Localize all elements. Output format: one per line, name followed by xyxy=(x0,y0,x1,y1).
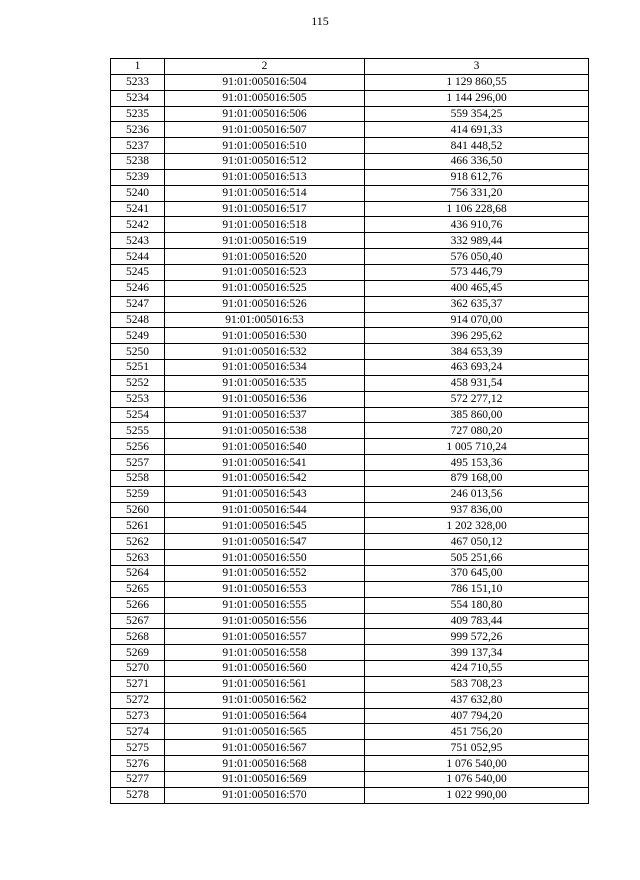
row-number-cell: 5268 xyxy=(111,629,165,645)
cadastral-value-cell: 583 708,23 xyxy=(365,676,589,692)
row-number-cell: 5274 xyxy=(111,724,165,740)
row-number-cell: 5272 xyxy=(111,692,165,708)
cadastral-value-cell: 463 693,24 xyxy=(365,360,589,376)
cadastral-number-cell: 91:01:005016:556 xyxy=(165,613,365,629)
table-body xyxy=(111,74,589,803)
cadastral-number-cell: 91:01:005016:536 xyxy=(165,391,365,407)
cadastral-number-cell: 91:01:005016:514 xyxy=(165,185,365,201)
cadastral-value-cell: 385 860,00 xyxy=(365,407,589,423)
table-row xyxy=(111,566,589,582)
column-header-2: 2 xyxy=(165,59,365,75)
cadastral-value-cell: 451 756,20 xyxy=(365,724,589,740)
row-number-cell: 5245 xyxy=(111,264,165,280)
table-row xyxy=(111,645,589,661)
table-row xyxy=(111,280,589,296)
table-row xyxy=(111,169,589,185)
cadastral-number-cell: 91:01:005016:535 xyxy=(165,375,365,391)
cadastral-value-cell: 458 931,54 xyxy=(365,375,589,391)
table-row xyxy=(111,312,589,328)
cadastral-number-cell: 91:01:005016:557 xyxy=(165,629,365,645)
cadastral-number-cell: 91:01:005016:523 xyxy=(165,264,365,280)
row-number-cell: 5247 xyxy=(111,296,165,312)
table-row xyxy=(111,106,589,122)
cadastral-value-cell: 396 295,62 xyxy=(365,328,589,344)
row-number-cell: 5251 xyxy=(111,360,165,376)
cadastral-value-cell: 409 783,44 xyxy=(365,613,589,629)
cadastral-value-cell: 384 653,39 xyxy=(365,344,589,360)
cadastral-value-cell: 1 076 540,00 xyxy=(365,756,589,772)
table-row xyxy=(111,518,589,534)
cadastral-value-cell: 559 354,25 xyxy=(365,106,589,122)
row-number-cell: 5243 xyxy=(111,233,165,249)
row-number-cell: 5277 xyxy=(111,771,165,787)
cadastral-value-cell: 1 005 710,24 xyxy=(365,439,589,455)
cadastral-number-cell: 91:01:005016:565 xyxy=(165,724,365,740)
table-row xyxy=(111,138,589,154)
row-number-cell: 5259 xyxy=(111,486,165,502)
cadastral-number-cell: 91:01:005016:558 xyxy=(165,645,365,661)
row-number-cell: 5241 xyxy=(111,201,165,217)
row-number-cell: 5234 xyxy=(111,90,165,106)
cadastral-number-cell: 91:01:005016:53 xyxy=(165,312,365,328)
cadastral-number-cell: 91:01:005016:564 xyxy=(165,708,365,724)
row-number-cell: 5254 xyxy=(111,407,165,423)
row-number-cell: 5238 xyxy=(111,154,165,170)
cadastral-number-cell: 91:01:005016:555 xyxy=(165,597,365,613)
table-row xyxy=(111,676,589,692)
table-row xyxy=(111,391,589,407)
row-number-cell: 5236 xyxy=(111,122,165,138)
cadastral-value-cell: 370 645,00 xyxy=(365,566,589,582)
cadastral-value-cell: 573 446,79 xyxy=(365,264,589,280)
row-number-cell: 5246 xyxy=(111,280,165,296)
cadastral-number-cell: 91:01:005016:525 xyxy=(165,280,365,296)
cadastral-number-cell: 91:01:005016:561 xyxy=(165,676,365,692)
row-number-cell: 5261 xyxy=(111,518,165,534)
cadastral-number-cell: 91:01:005016:538 xyxy=(165,423,365,439)
row-number-cell: 5249 xyxy=(111,328,165,344)
table-row xyxy=(111,550,589,566)
cadastral-value-cell: 1 129 860,55 xyxy=(365,74,589,90)
cadastral-number-cell: 91:01:005016:532 xyxy=(165,344,365,360)
cadastral-number-cell: 91:01:005016:562 xyxy=(165,692,365,708)
row-number-cell: 5275 xyxy=(111,740,165,756)
cadastral-value-cell: 332 989,44 xyxy=(365,233,589,249)
cadastral-number-cell: 91:01:005016:513 xyxy=(165,169,365,185)
row-number-cell: 5233 xyxy=(111,74,165,90)
row-number-cell: 5270 xyxy=(111,661,165,677)
cadastral-value-cell: 362 635,37 xyxy=(365,296,589,312)
cadastral-number-cell: 91:01:005016:542 xyxy=(165,470,365,486)
row-number-cell: 5248 xyxy=(111,312,165,328)
cadastral-value-cell: 879 168,00 xyxy=(365,470,589,486)
row-number-cell: 5256 xyxy=(111,439,165,455)
row-number-cell: 5267 xyxy=(111,613,165,629)
cadastral-value-cell: 727 080,20 xyxy=(365,423,589,439)
cadastral-value-cell: 786 151,10 xyxy=(365,581,589,597)
table-row xyxy=(111,296,589,312)
cadastral-value-cell: 554 180,80 xyxy=(365,597,589,613)
table-row xyxy=(111,740,589,756)
row-number-cell: 5273 xyxy=(111,708,165,724)
table-row xyxy=(111,154,589,170)
cadastral-number-cell: 91:01:005016:570 xyxy=(165,787,365,803)
table-row xyxy=(111,90,589,106)
cadastral-number-cell: 91:01:005016:507 xyxy=(165,122,365,138)
row-number-cell: 5239 xyxy=(111,169,165,185)
table-row xyxy=(111,692,589,708)
row-number-cell: 5242 xyxy=(111,217,165,233)
cadastral-value-cell: 436 910,76 xyxy=(365,217,589,233)
cadastral-value-cell: 414 691,33 xyxy=(365,122,589,138)
cadastral-value-cell: 495 153,36 xyxy=(365,455,589,471)
table-row xyxy=(111,249,589,265)
cadastral-number-cell: 91:01:005016:567 xyxy=(165,740,365,756)
table-row xyxy=(111,264,589,280)
cadastral-value-cell: 751 052,95 xyxy=(365,740,589,756)
row-number-cell: 5276 xyxy=(111,756,165,772)
cadastral-value-cell: 999 572,26 xyxy=(365,629,589,645)
table-row xyxy=(111,185,589,201)
row-number-cell: 5240 xyxy=(111,185,165,201)
row-number-cell: 5263 xyxy=(111,550,165,566)
table-row xyxy=(111,470,589,486)
cadastral-value-cell: 246 013,56 xyxy=(365,486,589,502)
row-number-cell: 5252 xyxy=(111,375,165,391)
cadastral-value-cell: 1 144 296,00 xyxy=(365,90,589,106)
row-number-cell: 5262 xyxy=(111,534,165,550)
table-row xyxy=(111,122,589,138)
cadastral-number-cell: 91:01:005016:506 xyxy=(165,106,365,122)
cadastral-number-cell: 91:01:005016:520 xyxy=(165,249,365,265)
table-row xyxy=(111,439,589,455)
cadastral-number-cell: 91:01:005016:537 xyxy=(165,407,365,423)
table-row xyxy=(111,233,589,249)
cadastral-number-cell: 91:01:005016:530 xyxy=(165,328,365,344)
row-number-cell: 5266 xyxy=(111,597,165,613)
table-row xyxy=(111,502,589,518)
cadastral-number-cell: 91:01:005016:534 xyxy=(165,360,365,376)
cadastral-value-cell: 424 710,55 xyxy=(365,661,589,677)
cadastral-value-cell: 400 465,45 xyxy=(365,280,589,296)
cadastral-number-cell: 91:01:005016:518 xyxy=(165,217,365,233)
cadastral-value-cell: 937 836,00 xyxy=(365,502,589,518)
cadastral-value-cell: 399 137,34 xyxy=(365,645,589,661)
column-header-1: 1 xyxy=(111,59,165,75)
cadastral-value-cell: 1 202 328,00 xyxy=(365,518,589,534)
table-row xyxy=(111,771,589,787)
cadastral-number-cell: 91:01:005016:547 xyxy=(165,534,365,550)
row-number-cell: 5260 xyxy=(111,502,165,518)
cadastral-value-cell: 1 076 540,00 xyxy=(365,771,589,787)
table-row xyxy=(111,581,589,597)
cadastral-value-cell: 466 336,50 xyxy=(365,154,589,170)
cadastral-number-cell: 91:01:005016:560 xyxy=(165,661,365,677)
cadastral-value-cell: 918 612,76 xyxy=(365,169,589,185)
table-row xyxy=(111,613,589,629)
cadastral-value-cell: 1 106 228,68 xyxy=(365,201,589,217)
cadastral-number-cell: 91:01:005016:545 xyxy=(165,518,365,534)
cadastral-value-cell: 437 632,80 xyxy=(365,692,589,708)
row-number-cell: 5257 xyxy=(111,455,165,471)
table-row xyxy=(111,74,589,90)
cadastral-value-cell: 1 022 990,00 xyxy=(365,787,589,803)
cadastral-number-cell: 91:01:005016:543 xyxy=(165,486,365,502)
row-number-cell: 5235 xyxy=(111,106,165,122)
table-row xyxy=(111,486,589,502)
table-row xyxy=(111,724,589,740)
cadastral-number-cell: 91:01:005016:504 xyxy=(165,74,365,90)
cadastral-value-cell: 756 331,20 xyxy=(365,185,589,201)
cadastral-number-cell: 91:01:005016:512 xyxy=(165,154,365,170)
table-row xyxy=(111,787,589,803)
row-number-cell: 5264 xyxy=(111,566,165,582)
table-row xyxy=(111,661,589,677)
page-number: 115 xyxy=(311,14,329,28)
cadastral-number-cell: 91:01:005016:540 xyxy=(165,439,365,455)
table-row xyxy=(111,534,589,550)
cadastral-number-cell: 91:01:005016:544 xyxy=(165,502,365,518)
cadastral-number-cell: 91:01:005016:550 xyxy=(165,550,365,566)
cadastral-value-cell: 572 277,12 xyxy=(365,391,589,407)
cadastral-number-cell: 91:01:005016:526 xyxy=(165,296,365,312)
cadastral-number-cell: 91:01:005016:569 xyxy=(165,771,365,787)
table-row xyxy=(111,455,589,471)
column-header-3: 3 xyxy=(365,59,589,75)
row-number-cell: 5255 xyxy=(111,423,165,439)
table-row xyxy=(111,328,589,344)
table-header-row xyxy=(111,59,589,75)
cadastral-value-cell: 467 050,12 xyxy=(365,534,589,550)
cadastral-value-cell: 576 050,40 xyxy=(365,249,589,265)
table-row xyxy=(111,201,589,217)
row-number-cell: 5271 xyxy=(111,676,165,692)
row-number-cell: 5244 xyxy=(111,249,165,265)
row-number-cell: 5250 xyxy=(111,344,165,360)
table-row xyxy=(111,407,589,423)
row-number-cell: 5253 xyxy=(111,391,165,407)
table-row xyxy=(111,360,589,376)
table-row xyxy=(111,217,589,233)
table-row xyxy=(111,344,589,360)
table-row xyxy=(111,375,589,391)
cadastral-number-cell: 91:01:005016:519 xyxy=(165,233,365,249)
cadastral-value-cell: 505 251,66 xyxy=(365,550,589,566)
cadastral-number-cell: 91:01:005016:517 xyxy=(165,201,365,217)
row-number-cell: 5237 xyxy=(111,138,165,154)
cadastral-number-cell: 91:01:005016:510 xyxy=(165,138,365,154)
cadastral-value-table xyxy=(110,58,589,804)
cadastral-value-cell: 407 794,20 xyxy=(365,708,589,724)
table-row xyxy=(111,423,589,439)
cadastral-number-cell: 91:01:005016:553 xyxy=(165,581,365,597)
cadastral-number-cell: 91:01:005016:568 xyxy=(165,756,365,772)
cadastral-value-cell: 914 070,00 xyxy=(365,312,589,328)
cadastral-value-cell: 841 448,52 xyxy=(365,138,589,154)
row-number-cell: 5278 xyxy=(111,787,165,803)
row-number-cell: 5258 xyxy=(111,470,165,486)
table-row xyxy=(111,756,589,772)
table-row xyxy=(111,597,589,613)
table-row xyxy=(111,629,589,645)
table-row xyxy=(111,708,589,724)
cadastral-number-cell: 91:01:005016:541 xyxy=(165,455,365,471)
row-number-cell: 5265 xyxy=(111,581,165,597)
cadastral-number-cell: 91:01:005016:552 xyxy=(165,566,365,582)
cadastral-number-cell: 91:01:005016:505 xyxy=(165,90,365,106)
row-number-cell: 5269 xyxy=(111,645,165,661)
